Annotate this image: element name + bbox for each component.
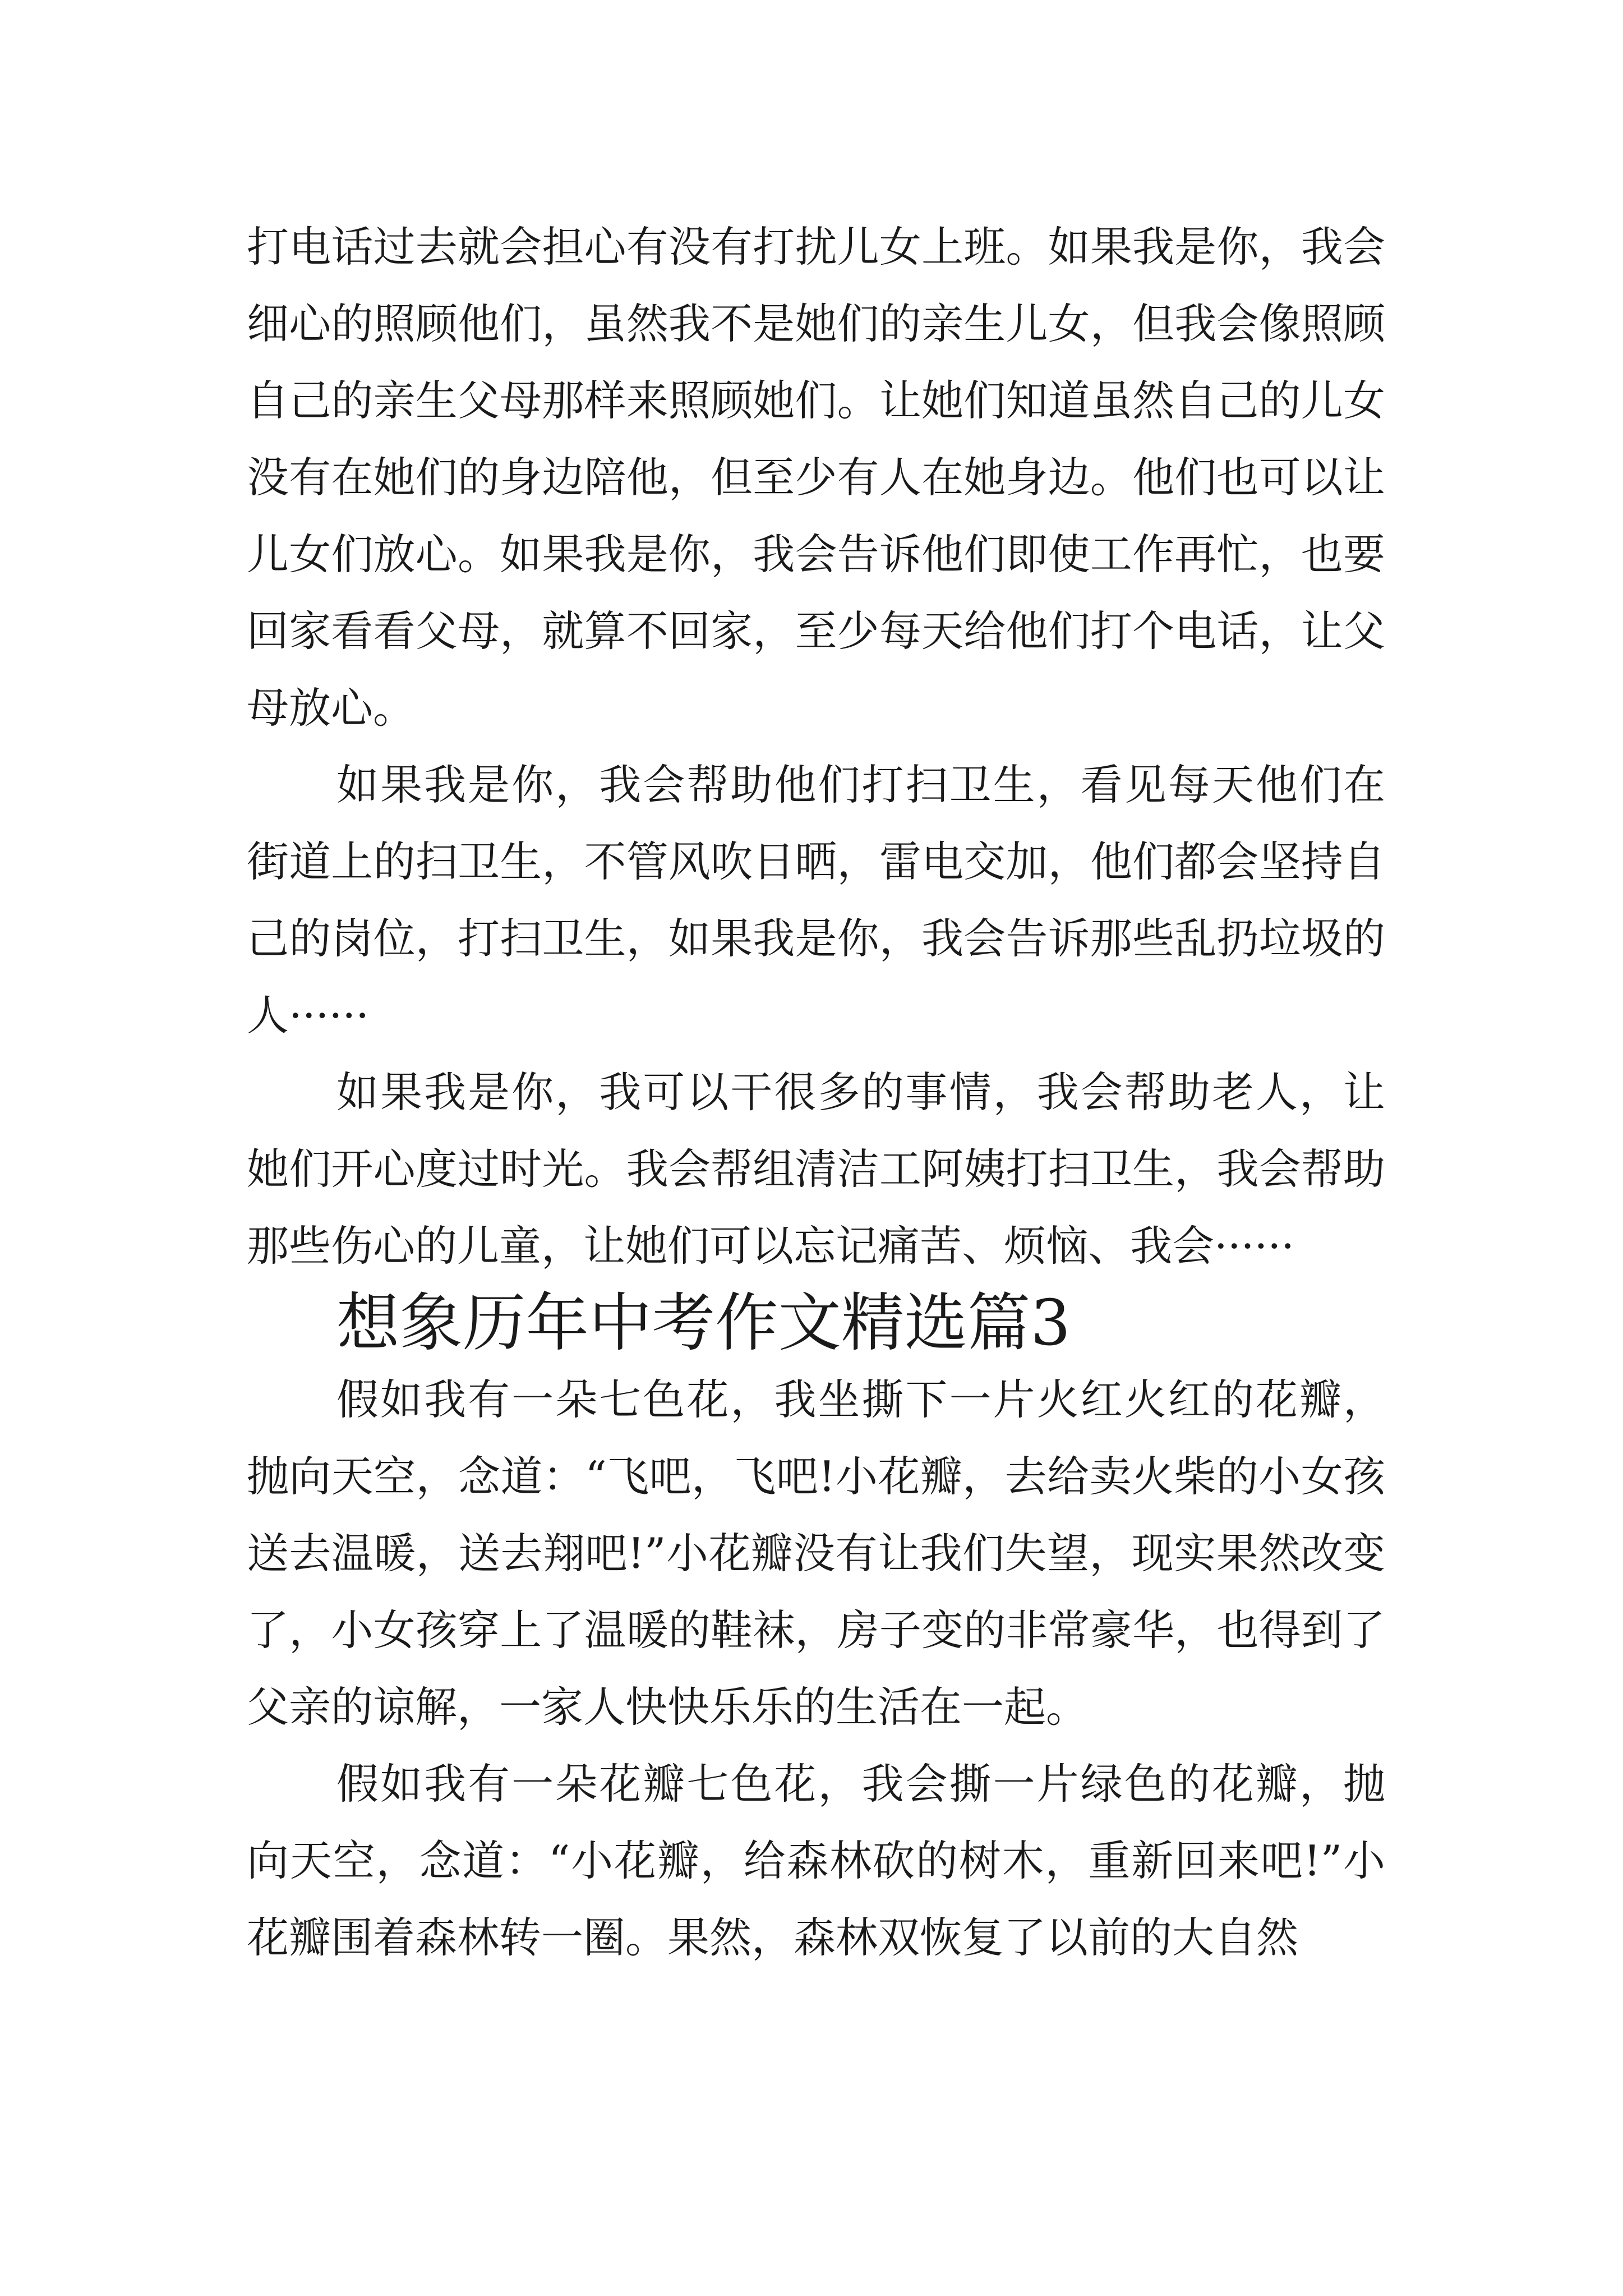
document-page xyxy=(247,209,1385,1976)
paragraph-1: 打电话过去就会担心有没有打扰儿女上班。如果我是你，我会细心的照顾他们，虽然我不是她们的亲生儿女，但我会像照顾自己的亲生父母那样来照顾她们。让她们知道虽然自己的儿女没有在她们的身边陪他，但至少有人在她身边。他们也可以让儿女们放心。如果我是你，我会告诉他们即使工作再忙，也要回家看看父母，就算不回家，至少每天给他们打个电话，让父母放心。 xyxy=(247,222,1385,733)
paragraph-2: 如果我是你，我会帮助他们打扫卫生，看见每天他们在街道上的扫卫生，不管风吹日晒，雷电交加，他们都会坚持自己的岗位，打扫卫生，如果我是你，我会告诉那些乱扔垃圾的人······ xyxy=(247,760,1385,1040)
paragraph-4: 假如我有一朵七色花，我坐撕下一片火红火红的花瓣，抛向天空，念道：“飞吧，飞吧!小花瓣，去给卖火柴的小女孩送去温暖，送去翔吧!”小花瓣没有让我们失望，现实果然改变了，小女孩穿上了温暖的鞋袜，房子变的非常豪华，也得到了父亲的谅解，一家人快快乐乐的生活在一起。 xyxy=(247,1375,1385,1732)
paragraph-3: 如果我是你，我可以干很多的事情，我会帮助老人，让她们开心度过时光。我会帮组清洁工阿姨打扫卫生，我会帮助那些伤心的儿童，让她们可以忘记痛苦、烦恼、我会······ xyxy=(247,1068,1385,1271)
section-heading: 想象历年中考作文精选篇3 xyxy=(336,1286,1071,1360)
paragraph-5: 假如我有一朵花瓣七色花，我会撕一片绿色的花瓣，抛向天空，念道：“小花瓣，给森林砍的树木，重新回来吧!”小花瓣围着森林转一圈。果然，森林双恢复了以前的大自然 xyxy=(247,1759,1385,1962)
